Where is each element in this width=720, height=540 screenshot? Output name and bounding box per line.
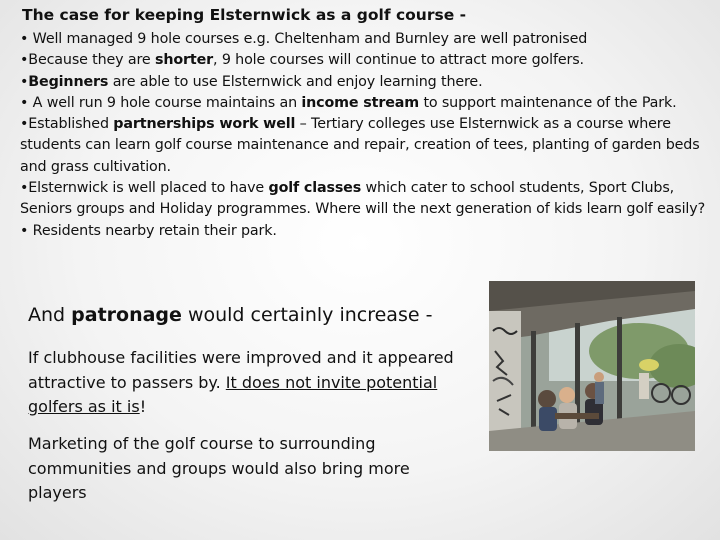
bullet-item: • Well managed 9 hole courses e.g. Cheltenham and Burnley are well patronised [20, 31, 588, 47]
bullet-item: •Beginners are able to use Elsternwick and enjoy learning there. [20, 73, 483, 90]
bullet-item: • Residents nearby retain their park. [20, 222, 277, 239]
patronage-heading: And patronage would certainly increase - [28, 304, 433, 326]
marketing-paragraph: Marketing of the golf course to surrounding communities and groups would also bring more players [28, 434, 410, 502]
slide-title: The case for keeping Elsternwick as a golf course - [22, 6, 467, 24]
bullet-item: •Because they are shorter, 9 hole courses will continue to attract more golfers. [20, 52, 584, 69]
bullet-item: • A well run 9 hole course maintains an income stream to support maintenance of the Park. [20, 94, 677, 111]
clubhouse-photo [489, 281, 695, 451]
bullet-item: •Established partnerships work well – Tertiary colleges use Elsternwick as a course where students can learn golf course maintenance and repair, creation of tees, planting of garden beds and grass cultivation. [20, 116, 700, 175]
bullet-list [20, 29, 710, 242]
bullet-item: •Elsternwick is well placed to have golf classes which cater to school students, Sport Clubs, Seniors groups and Holiday programmes. Where will the next generation of kids learn golf easily? [20, 180, 706, 218]
clubhouse-paragraph: If clubhouse facilities were improved and it appeared attractive to passers by. It does not invite potential golfers as it is! [28, 348, 454, 416]
